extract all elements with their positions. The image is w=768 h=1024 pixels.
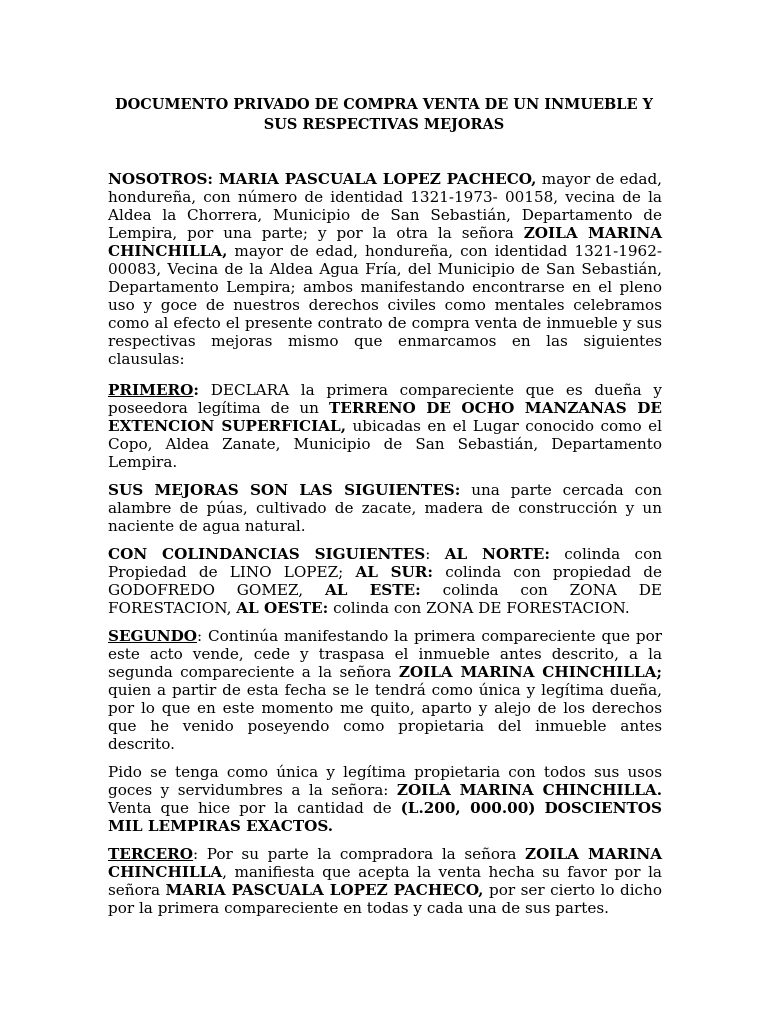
colindancias-sep: : — [425, 545, 445, 563]
tercero-text-1: : Por su parte la compradora la señora — [193, 845, 526, 863]
parties-lead: NOSOTROS: MARIA PASCUALA LOPEZ PACHECO, — [108, 170, 537, 188]
boundary-east-text: colinda con ZONA DE FORESTACION, — [108, 581, 662, 617]
price-text-1: Pido se tenga como única y legítima propietaria con todos sus usos goces y servidumbres a la señora: — [108, 763, 662, 799]
boundary-north-text: colinda con Propiedad de LINO LOPEZ; — [108, 545, 662, 581]
title-line-1: DOCUMENTO PRIVADO DE COMPRA VENTA DE UN INMUEBLE Y — [115, 96, 653, 113]
primero-text-1: DECLARA la primera compareciente que es dueña y poseedora legítima de un — [108, 381, 662, 417]
mejoras-text: una parte cercada con alambre de púas, cultivado de zacate, madera de construcción y un naciente de agua natural. — [108, 481, 662, 535]
clause-label-segundo: SEGUNDO — [108, 627, 198, 645]
title-line-2: SUS RESPECTIVAS MEJORAS — [263, 116, 505, 133]
boundary-west-label: AL OESTE: — [236, 599, 329, 617]
segundo-text-1: : Continúa manifestando la primera compareciente que por este acto vende, cede y traspasa el inmueble antes descrito, a la segunda compareciente a la señora — [108, 627, 662, 681]
price-text-2: Venta que hice por la cantidad de — [108, 799, 401, 817]
price-buyer-name: ZOILA MARINA CHINCHILLA. — [396, 781, 662, 799]
paragraph-colindancias — [108, 545, 662, 617]
primero-text-2: ubicadas en el Lugar conocido como el Copo, Aldea Zanate, Municipio de San Sebastián, Departamento Lempira. — [108, 417, 662, 471]
segundo-text-2: quien a partir de esta fecha se le tendrá como única y legítima dueña, por lo que en este momento me quito, aparto y alejo de los derechos que he venido poseyendo como propietaria del inmueble antes descrito. — [108, 681, 662, 753]
document-body — [108, 170, 662, 927]
document-title — [100, 95, 668, 135]
parties-text-1: mayor de edad, hondureña, con número de identidad 1321-1973- 00158, vecina de la Aldea la Chorrera, Municipio de San Sebastián, Departamento de Lempira, por una parte; y por la otra la señora — [108, 170, 662, 242]
boundary-south-text: colinda con propiedad de GODOFREDO GOMEZ, — [108, 563, 662, 599]
segundo-buyer-name: ZOILA MARINA CHINCHILLA; — [398, 663, 662, 681]
paragraph-segundo — [108, 627, 662, 753]
mejoras-lead: SUS MEJORAS SON LAS SIGUIENTES: — [108, 481, 461, 499]
clause-label-tercero: TERCERO — [108, 845, 194, 863]
tercero-seller-name: MARIA PASCUALA LOPEZ PACHECO, — [165, 881, 484, 899]
paragraph-price — [108, 763, 662, 835]
boundary-east-label: AL ESTE: — [324, 581, 421, 599]
price-amount: (L.200, 000.00) — [400, 799, 536, 817]
boundary-south-label: AL SUR: — [355, 563, 434, 581]
boundary-north-label: AL NORTE: — [444, 545, 550, 563]
clause-colon: : — [193, 381, 199, 399]
paragraph-tercero — [108, 845, 662, 917]
paragraph-primero — [108, 381, 662, 471]
buyer-name: ZOILA MARINA CHINCHILLA, — [108, 224, 662, 260]
paragraph-parties — [108, 170, 662, 368]
paragraph-mejoras — [108, 481, 662, 535]
tercero-text-3: por ser cierto lo dicho por la primera compareciente en todas y cada una de sus partes. — [108, 881, 662, 917]
colindancias-lead: CON COLINDANCIAS SIGUIENTES — [108, 545, 426, 563]
price-in-words: DOSCIENTOS MIL LEMPIRAS EXACTOS. — [108, 799, 663, 835]
tercero-buyer-name: ZOILA MARINA CHINCHILLA — [108, 845, 662, 881]
boundary-west-text: colinda con ZONA DE FORESTACION. — [328, 599, 630, 617]
parties-text-2: mayor de edad, hondureña, con identidad 1321-1962-00083, Vecina de la Aldea Agua Fría, del Municipio de San Sebastián, Departamento Lempira; ambos manifestando encontrarse en el pleno uso y goce de nuestros derechos civiles como mentales celebramos como al efecto el presente contrato de compra venta de inmueble y sus respectivas mejoras mismo que enmarcamos en las siguientes clausulas: — [108, 242, 662, 368]
tercero-text-2: , manifiesta que acepta la venta hecha su favor por la señora — [108, 863, 662, 899]
terrain-description: TERRENO DE OCHO MANZANAS DE EXTENCION SUPERFICIAL, — [108, 399, 662, 435]
clause-label-primero: PRIMERO — [108, 381, 194, 399]
